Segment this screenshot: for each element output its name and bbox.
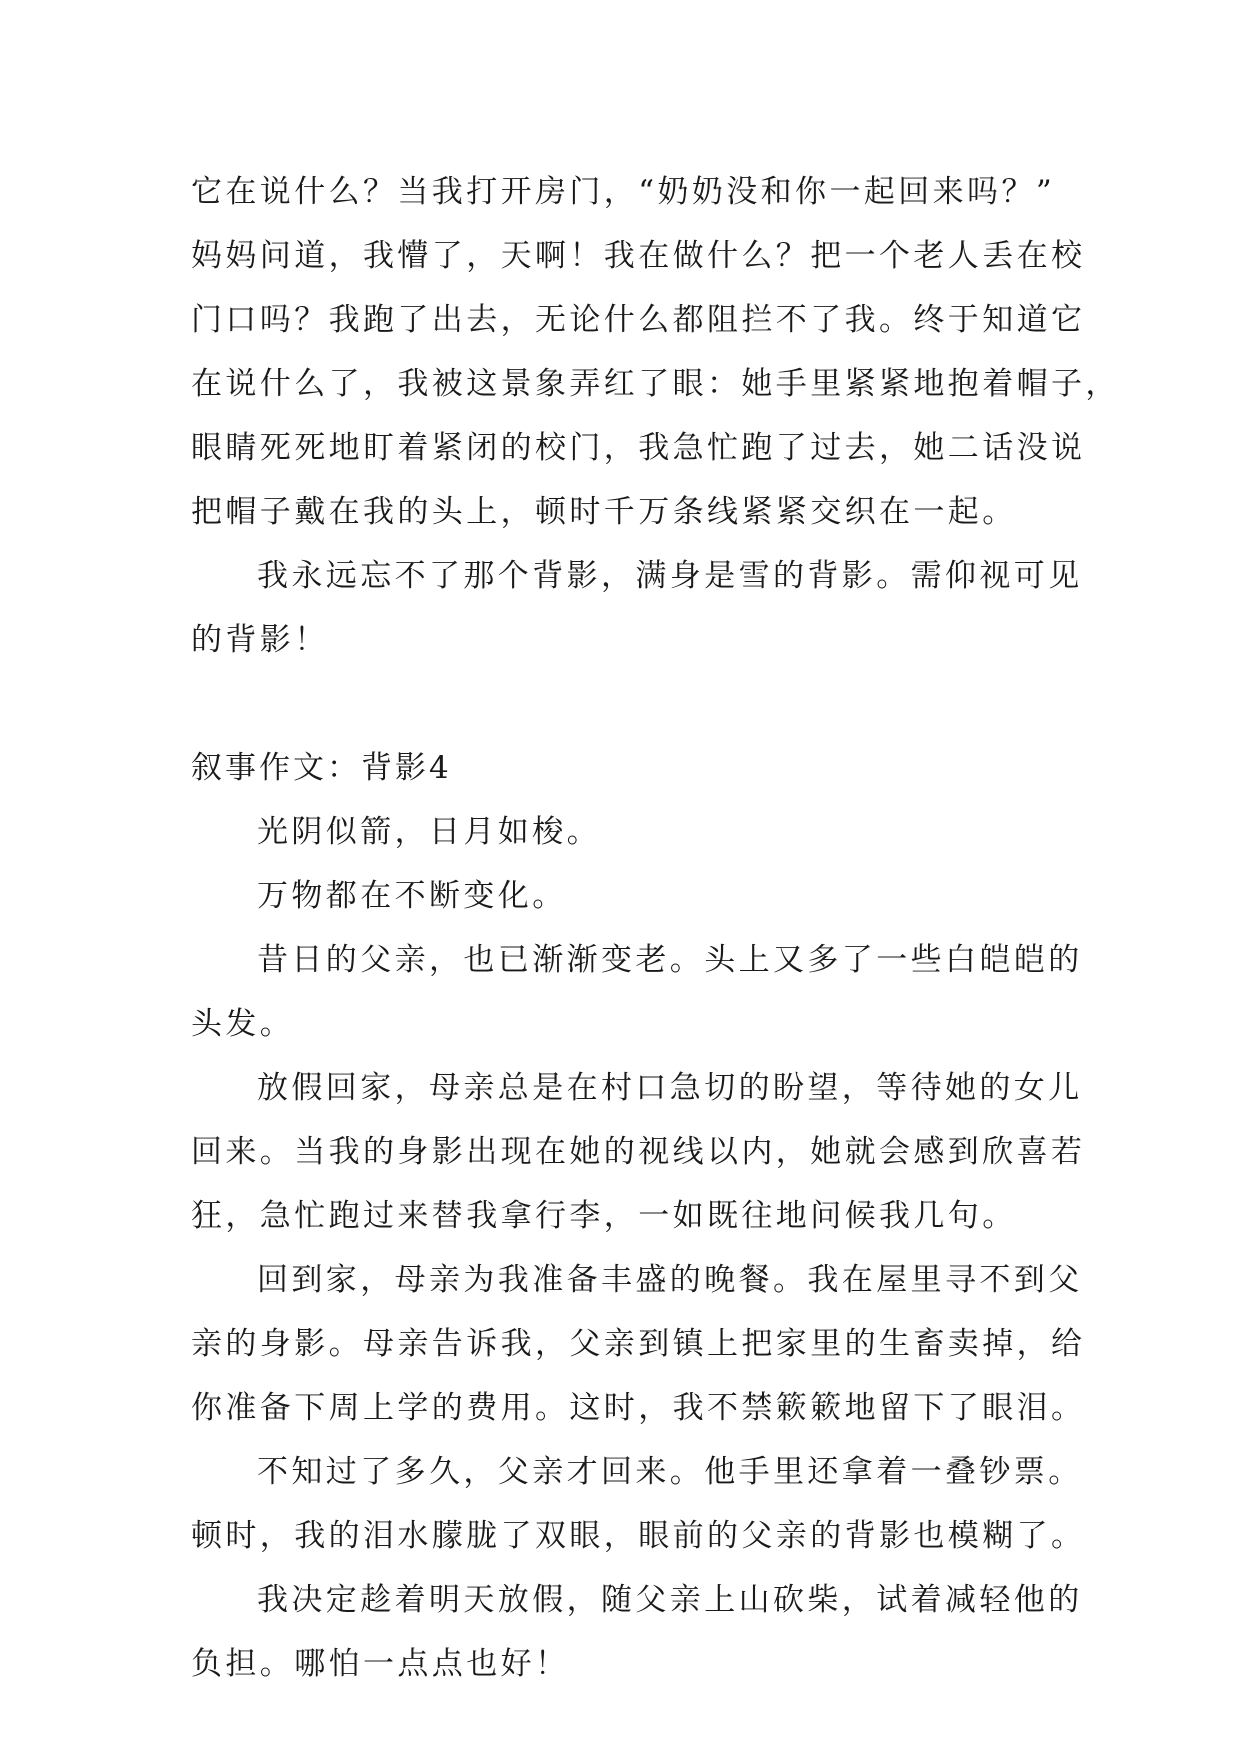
text-line: 门口吗？我跑了出去，无论什么都阻拦不了我。终于知道它 [191, 302, 1086, 338]
text-line: 在说什么了，我被这景象弄红了眼：她手里紧紧地抱着帽子， [191, 366, 1120, 402]
text-line: 负担。哪怕一点点也好！ [191, 1646, 570, 1682]
text-line: 狂，急忙跑过来替我拿行李，一如既往地问候我几句。 [191, 1198, 1017, 1234]
text-line: 妈妈问道，我懵了，天啊！我在做什么？把一个老人丢在校 [191, 238, 1086, 274]
text-line: 昔日的父亲，也已渐渐变老。头上又多了一些白皑皑的 [257, 942, 1083, 978]
document-page [191, 160, 1120, 1696]
text-line: 眼睛死死地盯着紧闭的校门，我急忙跑了过去，她二话没说 [191, 430, 1086, 466]
text-line: 回来。当我的身影出现在她的视线以内，她就会感到欣喜若 [191, 1134, 1086, 1170]
paragraph [191, 1568, 1083, 1696]
section-heading: 叙事作文：背影4 [191, 750, 452, 786]
section-gap [191, 672, 1051, 736]
text-line: 回到家，母亲为我准备丰盛的晚餐。我在屋里寻不到父 [257, 1262, 1083, 1298]
text-line: 亲的身影。母亲告诉我，父亲到镇上把家里的生畜卖掉，给 [191, 1326, 1086, 1362]
paragraph: 万物都在不断变化。 [257, 878, 567, 914]
paragraph-continued [191, 160, 1120, 544]
text-line: 放假回家，母亲总是在村口急切的盼望，等待她的女儿 [257, 1070, 1083, 1106]
text-line: 我永远忘不了那个背影，满身是雪的背影。需仰视可见 [257, 558, 1083, 594]
text-line: 的背影！ [191, 622, 329, 658]
text-line: 把帽子戴在我的头上，顿时千万条线紧紧交织在一起。 [191, 494, 1017, 530]
text-line: 它在说什么？当我打开房门，“奶奶没和你一起回来吗？” [191, 174, 1056, 210]
paragraph [191, 1248, 1086, 1440]
text-line: 我决定趁着明天放假，随父亲上山砍柴，试着减轻他的 [257, 1582, 1083, 1618]
paragraph: 光阴似箭，日月如梭。 [257, 814, 601, 850]
text-line: 你准备下周上学的费用。这时，我不禁簌簌地留下了眼泪。 [191, 1390, 1086, 1426]
paragraph [191, 1056, 1086, 1248]
text-line: 顿时，我的泪水朦胧了双眼，眼前的父亲的背影也模糊了。 [191, 1518, 1086, 1554]
paragraph [191, 1440, 1086, 1568]
text-line: 头发。 [191, 1006, 295, 1042]
text-line: 不知过了多久，父亲才回来。他手里还拿着一叠钞票。 [257, 1454, 1083, 1490]
paragraph [191, 928, 1083, 1056]
paragraph-closing [191, 544, 1083, 672]
